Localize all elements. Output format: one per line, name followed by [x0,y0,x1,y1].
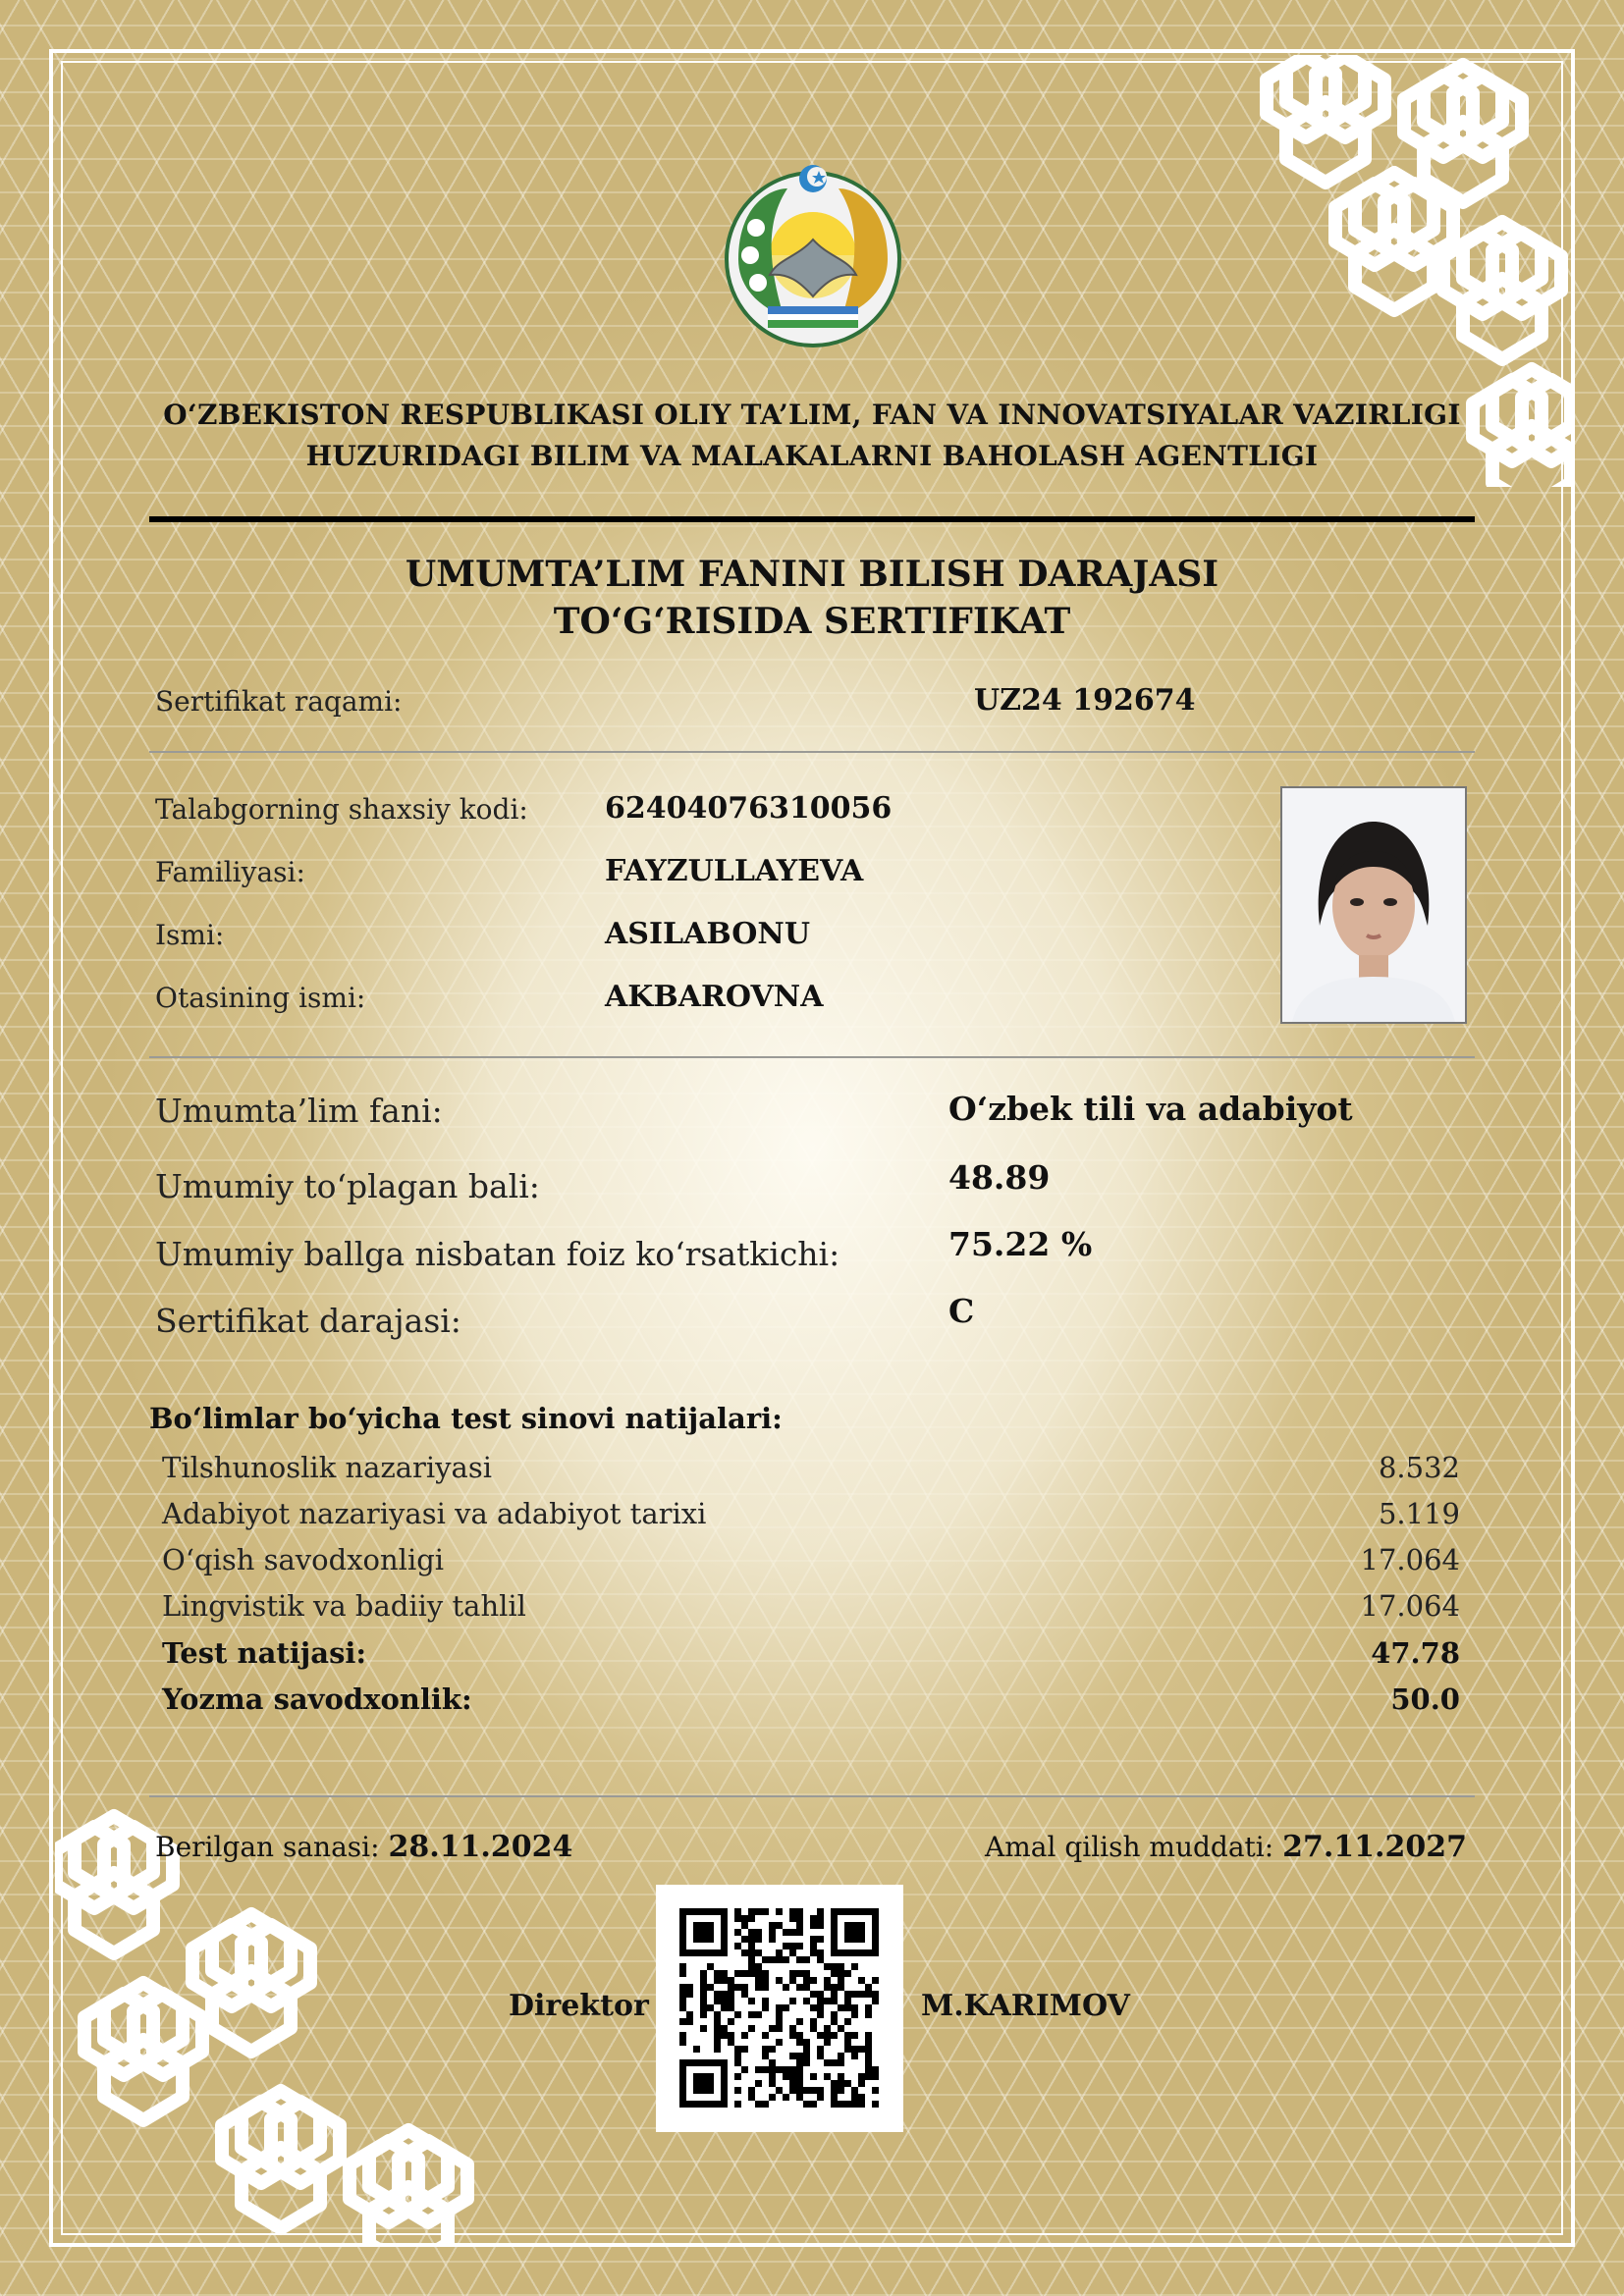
personal-code-value: 62404076310056 [605,791,893,826]
section-score: 17.064 [1360,1589,1460,1623]
first-name-value: ASILABONU [605,917,810,951]
section-score: 5.119 [1378,1497,1460,1530]
issued-date-label: Berilgan sanasi: [155,1831,380,1863]
writing-value: 50.0 [1390,1682,1460,1716]
issued-date [155,1830,572,1864]
patronymic-label: Otasining ismi: [155,982,366,1014]
divider-3 [149,1795,1475,1797]
director-label: Direktor [509,1989,649,2023]
section-name: Lingvistik va badiiy tahlil [162,1589,526,1623]
patronymic-value: AKBAROVNA [605,980,824,1014]
subject-value: O‘zbek tili va adabiyot [948,1090,1353,1128]
divider-1 [149,751,1475,753]
writing-row [162,1682,1460,1728]
qr-code[interactable] [656,1885,903,2132]
certificate-title-line-2: TO‘G‘RISIDA SERTIFIKAT [553,601,1071,642]
section-name: Adabiyot nazariyasi va adabiyot tarixi [162,1497,707,1530]
section-row [162,1589,1460,1634]
issued-date-value: 28.11.2024 [388,1830,573,1864]
valid-until-value: 27.11.2027 [1282,1830,1467,1864]
first-name-label: Ismi: [155,919,225,951]
state-emblem [709,149,917,357]
surname-label: Familiyasi: [155,856,305,888]
writing-label: Yozma savodxonlik: [162,1682,472,1716]
section-row [162,1451,1460,1496]
percent-value: 75.22 % [948,1225,1093,1263]
section-score: 17.064 [1360,1543,1460,1576]
percent-label: Umumiy ballga nisbatan foiz ko‘rsatkichi: [155,1235,840,1273]
agency-name-line-2: HUZURIDAGI BILIM VA MALAKALARNI BAHOLASH AGENTLIGI [305,440,1319,472]
personal-code-label: Talabgorning shaxsiy kodi: [155,793,528,826]
valid-until-label: Amal qilish muddati: [985,1831,1274,1863]
header-divider [149,516,1475,522]
valid-until-date [985,1830,1467,1864]
agency-name-line-1: O‘ZBEKISTON RESPUBLIKASI OLIY TA’LIM, FAN VA INNOVATSIYALAR VAZIRLIGI [163,399,1461,431]
section-name: O‘qish savodxonligi [162,1543,445,1576]
subject-label: Umumta’lim fani: [155,1092,443,1130]
surname-value: FAYZULLAYEVA [605,854,864,888]
corner-ornament-bottom-left [55,1806,516,2243]
certificate-level-label: Sertifikat darajasi: [155,1302,461,1340]
divider-2 [149,1056,1475,1058]
director-name: M.KARIMOV [921,1989,1130,2023]
certificate-number-value: UZ24 192674 [974,683,1196,718]
certificate-title-line-1: UMUMTA’LIM FANINI BILISH DARAJASI [405,554,1219,595]
total-score-label: Umumiy to‘plagan bali: [155,1167,540,1205]
test-result-value: 47.78 [1371,1636,1460,1670]
section-score: 8.532 [1378,1451,1460,1484]
total-score-value: 48.89 [948,1158,1051,1197]
certificate-level-value: C [948,1292,975,1330]
section-name: Tilshunoslik nazariyasi [162,1451,492,1484]
section-row [162,1543,1460,1588]
test-result-label: Test natijasi: [162,1636,367,1670]
certificate-number-label: Sertifikat raqami: [155,685,403,718]
sections-heading: Bo‘limlar bo‘yicha test sinovi natijalari: [149,1402,783,1435]
test-result-row [162,1636,1460,1682]
holder-photo [1280,786,1467,1024]
section-row [162,1497,1460,1542]
